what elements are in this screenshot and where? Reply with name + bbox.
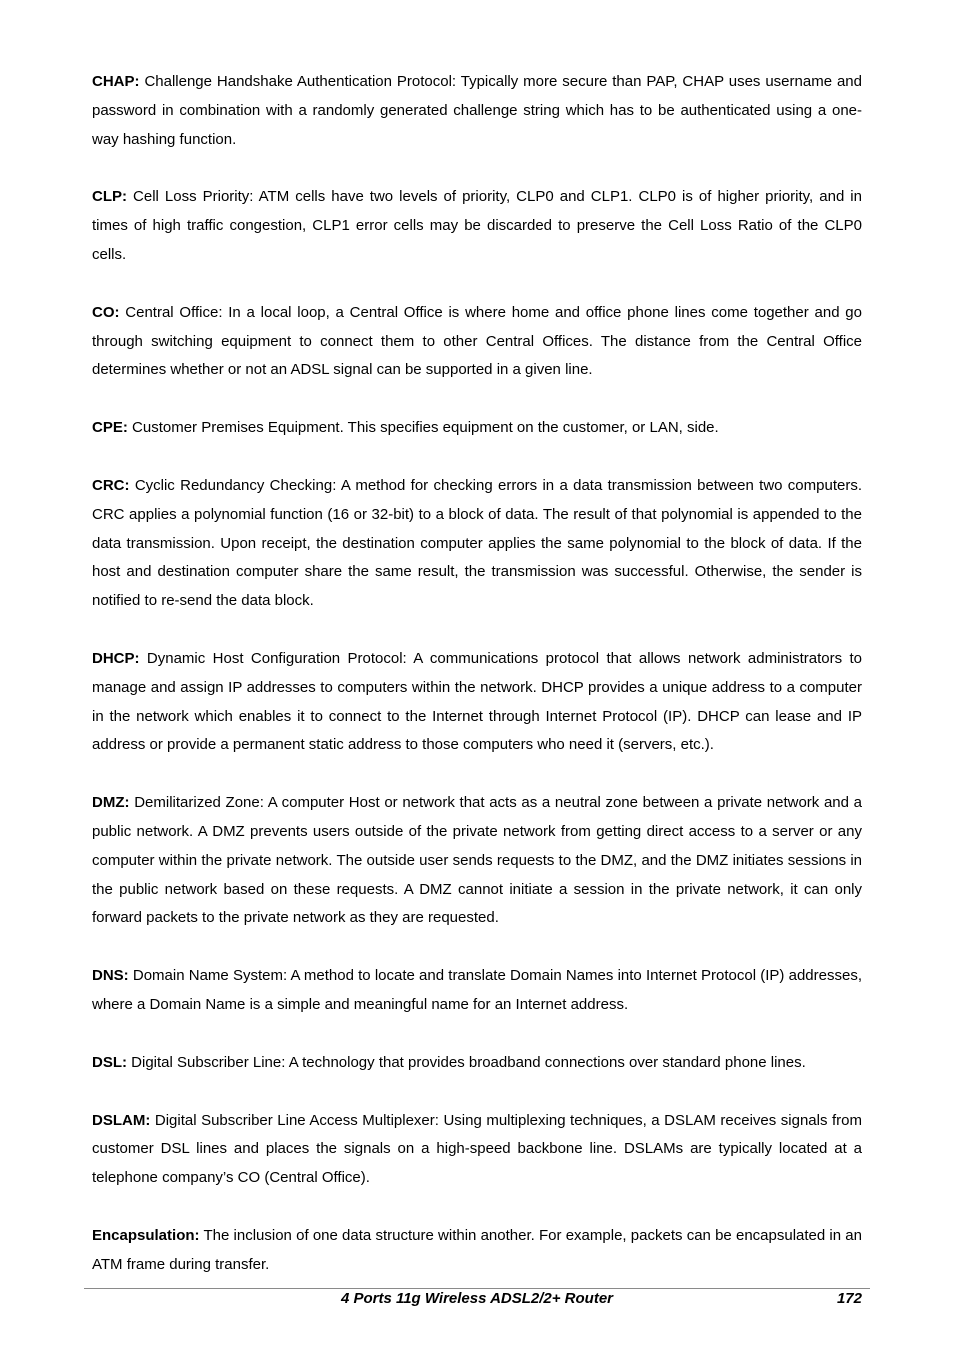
glossary-definition: Challenge Handshake Authentication Protocol: Typically more secure than PAP, CHAP uses username and password in combination with a randomly generated challenge string which has to be authenticated using a one-way hashing function. [92, 73, 862, 148]
glossary-entry-dmz [92, 789, 862, 933]
glossary-term: Encapsulation: [92, 1226, 200, 1244]
page-footer [92, 1289, 862, 1309]
glossary-term: DHCP: [92, 649, 140, 667]
glossary-definition: Digital Subscriber Line Access Multiplexer: Using multiplexing techniques, a DSLAM receives signals from customer DSL lines and places the signals on a high-speed backbone line. DSLAMs are typically located at a telephone company’s CO (Central Office). [92, 1111, 862, 1187]
glossary-definition: Customer Premises Equipment. This specifies equipment on the customer, or LAN, side. [132, 419, 719, 437]
glossary-term: DSL: [92, 1053, 127, 1071]
glossary-definition: Dynamic Host Configuration Protocol: A communications protocol that allows network administrators to manage and assign IP addresses to computers within the network. DHCP provides a unique address to a computer in the network which enables it to connect to the Internet through Internet Protocol (IP). DHCP can lease and IP address or provide a permanent static address to those computers who need it (servers, etc.). [92, 649, 862, 754]
glossary-term: CLP: [92, 188, 127, 206]
glossary-entry-chap [92, 68, 862, 154]
glossary-term: DNS: [92, 967, 129, 985]
footer-title: 4 Ports 11g Wireless ADSL2/2+ Router [340, 1290, 614, 1307]
glossary-definition: Demilitarized Zone: A computer Host or network that acts as a neutral zone between a private network and a public network. A DMZ prevents users outside of the private network from getting direct access to a server or any computer within the private network. The outside user sends requests to the DMZ, and the DMZ initiates sessions in the public network based on these requests. A DMZ cannot initiate a session in the private network, it can only forward packets to the private network as they are requested. [92, 794, 863, 927]
glossary-entry-clp [92, 183, 862, 269]
glossary-definition: Domain Name System: A method to locate and translate Domain Names into Internet Protocol (IP) addresses, where a Domain Name is a simple and meaningful name for an Internet address. [92, 967, 862, 1013]
glossary-entry-crc [92, 472, 862, 616]
glossary-entry-dhcp [92, 645, 862, 760]
glossary-term: CPE: [92, 419, 128, 437]
glossary-definition: Central Office: In a local loop, a Central Office is where home and office phone lines come together and go through switching equipment to connect them to other Central Offices. The distance from the Central Office determines whether or not an ADSL signal can be supported in a given line. [92, 303, 862, 379]
glossary-definition: The inclusion of one data structure within another. For example, packets can be encapsulated in an ATM frame during transfer. [92, 1226, 862, 1273]
glossary-definition: Cell Loss Priority: ATM cells have two levels of priority, CLP0 and CLP1. CLP0 is of higher priority, and in times of high traffic congestion, CLP1 error cells may be discarded to preserve the Cell Loss Ratio of the CLP0 cells. [92, 188, 862, 263]
glossary-entry-dsl [92, 1049, 862, 1078]
glossary-entry-dslam [92, 1107, 862, 1193]
glossary-term: CHAP: [92, 73, 140, 90]
page-number: 172 [836, 1290, 862, 1307]
glossary-entry-encapsulation [92, 1222, 862, 1280]
glossary-definition: Cyclic Redundancy Checking: A method for checking errors in a data transmission between two computers. CRC applies a polynomial function (16 or 32-bit) to a block of data. The result of that polynomial is appended to the data transmission. Upon receipt, the destination computer applies the same polynomial to the block of data. If the host and destination computer share the same result, the transmission was successful. Otherwise, the sender is notified to re-send the data block. [92, 476, 862, 610]
glossary-entry-co [92, 299, 862, 385]
glossary-entry-dns [92, 962, 862, 1020]
glossary-term: CO: [92, 303, 120, 321]
glossary-term: DSLAM: [92, 1111, 151, 1129]
glossary-term: DMZ: [92, 794, 130, 812]
glossary-definition: Digital Subscriber Line: A technology that provides broadband connections over standard phone lines. [131, 1053, 806, 1071]
glossary-content [92, 68, 862, 1309]
glossary-entry-cpe [92, 414, 862, 443]
glossary-term: CRC: [92, 476, 130, 494]
